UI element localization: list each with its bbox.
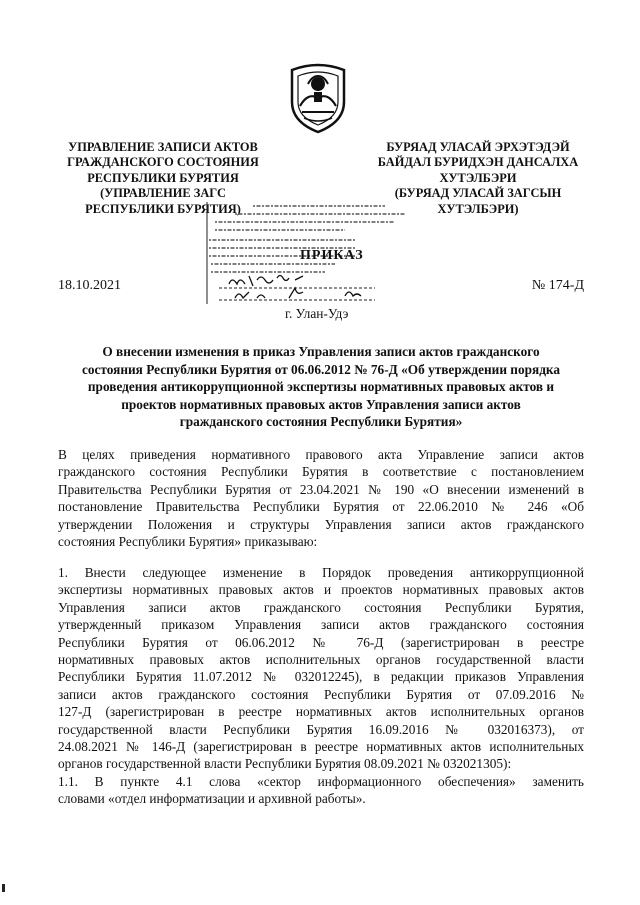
text-line: нормативных правовых актов исполнительных органов государственной власти [58,652,584,668]
paragraph-item-1-1 [58,773,584,808]
text-line: записи актов гражданского состояния Республики Бурятия от 07.09.2016 № [58,686,584,702]
header-right-line: (БУРЯАД УЛАСАЙ ЗАГСЫН [394,186,562,201]
text-line: 127-Д (зарегистрирован в реестре нормативных актов исполнительных органов [58,704,584,720]
scan-artifact-mark [2,884,5,892]
document-type: ПРИКАЗ [300,248,364,263]
text-line: Правительства Республики Бурятия от 23.04.2021 № 190 «О внесении изменений в [58,481,584,497]
coat-of-arms-emblem [286,62,350,134]
header-right-line: ХУТЭЛБЭРИ [439,170,517,185]
text-line: Республики Бурятия 11.07.2012 № 032012245), в редакции приказов Управления [58,669,584,685]
paragraph-item-1 [58,564,584,773]
text-line: экспертизы нормативных правовых актов и проектов нормативных правовых актов [58,582,584,598]
text-line: словами «отдел информатизации и архивной работы». [58,791,366,807]
text-line: Республики Бурятия от 06.06.2012 № 76-Д (зарегистрирован в реестре [58,634,584,650]
header-right-line: ХУТЭЛБЭРИ) [437,201,519,216]
title-line: проведения антикоррупционной экспертизы нормативных правовых актов и [87,379,555,395]
paragraph-preamble [58,446,584,550]
document-number: № 174-Д [531,278,584,293]
document-title [58,343,584,431]
title-line: состояния Республики Бурятия от 06.06.2012 № 76-Д «Об утверждении порядка [81,361,561,377]
header-right-line: БАЙДАЛ БУРИДХЭН ДАНСАЛХА [377,155,579,170]
header-left-line: УПРАВЛЕНИЕ ЗАПИСИ АКТОВ [68,140,258,154]
text-line: утверждении Положения и структуры Управления записи актов гражданского [58,516,584,532]
text-line: В целях приведения нормативного правового акта Управление записи актов [58,447,584,462]
text-line: 24.08.2021 № 146-Д (зарегистрирован в реестре нормативных актов исполнительных [58,739,584,755]
title-line: проектов нормативных правовых актов Управления записи актов [121,396,521,412]
text-line: 1.1. В пункте 4.1 слова «сектор информационного обеспечения» заменить [58,774,584,789]
header-right-line: БУРЯАД УЛАСАЙ ЭРХЭТЭДЭЙ [386,140,570,154]
text-line: государственной власти Республики Бурятия 16.09.2016 № 032016373), от [58,721,584,737]
text-line: Управления записи актов гражданского состояния Республики Бурятия, [58,599,584,615]
header-left-line: (УПРАВЛЕНИЕ ЗАГС [100,186,226,201]
document-date: 18.10.2021 [58,278,121,293]
title-line: гражданского состояния Республики Бурятия» [179,414,463,430]
text-line: 1. Внести следующее изменение в Порядок проведения антикоррупционной [58,565,584,580]
text-line: органов государственной власти Республики Бурятия 08.09.2021 № 032021305): [58,756,512,772]
text-line: гражданского состояния Республики Бурятия в соответствие с постановлением [58,464,584,480]
header-left-line: ГРАЖДАНСКОГО СОСТОЯНИЯ [67,155,259,170]
header-left-line: РЕСПУБЛИКИ БУРЯТИЯ [87,170,239,185]
document-city: г. Улан-Удэ [285,306,349,321]
title-line: О внесении изменения в приказ Управления записи актов гражданского [102,344,540,359]
text-line: утвержденный приказом Управления записи актов гражданского состояния [58,617,584,633]
text-line: состояния Республики Бурятия» приказываю: [58,534,318,550]
text-line: постановление Правительства Республики Бурятия от 22.06.2010 № 246 «Об [58,499,584,515]
header-left-line: РЕСПУБЛИКИ БУРЯТИЯ) [85,201,241,216]
